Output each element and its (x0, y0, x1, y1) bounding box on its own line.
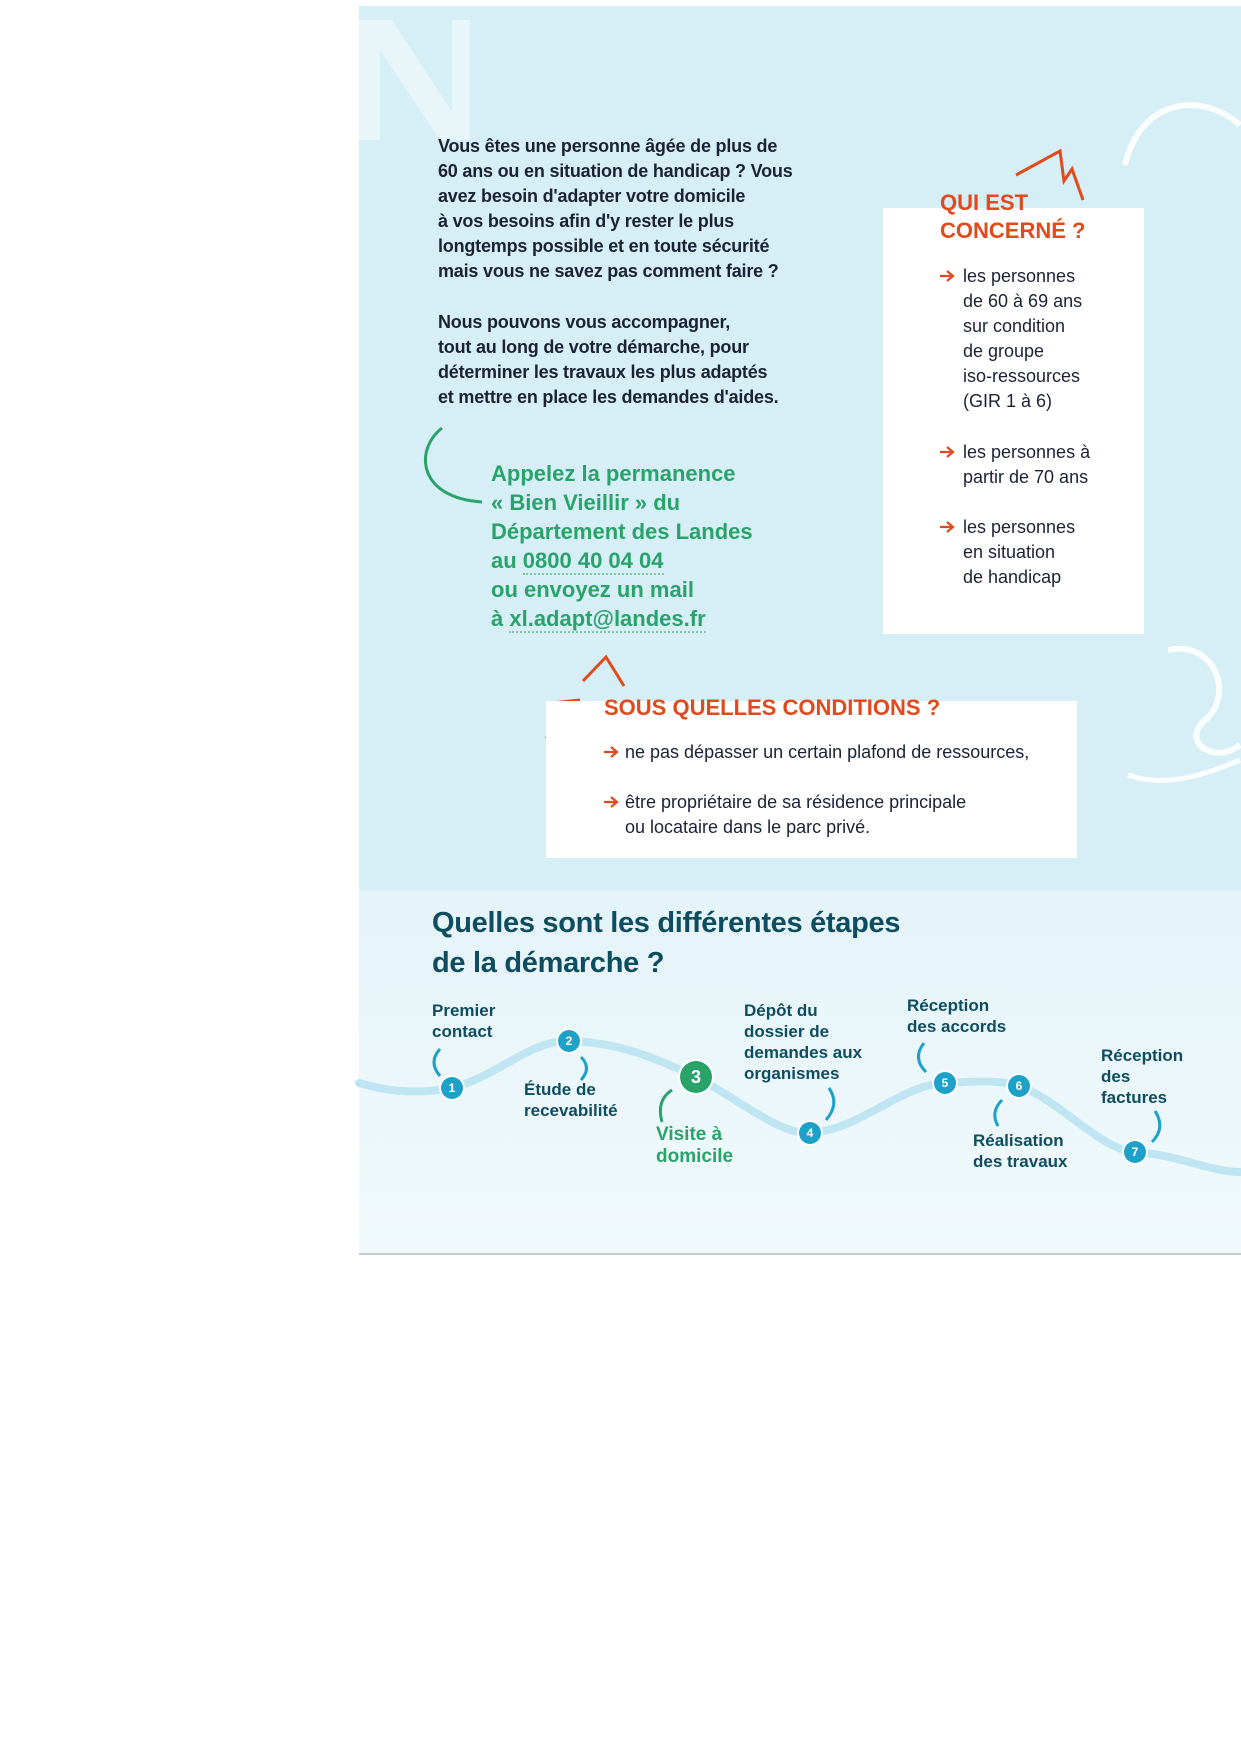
intro-line: avez besoin d'adapter votre domicile (438, 186, 746, 206)
contact-block (491, 459, 753, 633)
label-line: des (1101, 1067, 1131, 1086)
who-item-1 (963, 264, 1082, 414)
label-line: Réception (1101, 1046, 1184, 1065)
label-line: des travaux (973, 1152, 1068, 1171)
intro-line: Vous êtes une personne âgée de plus de (438, 136, 778, 156)
who-item-3 (963, 515, 1075, 590)
item-line: de handicap (963, 567, 1062, 587)
step-1-marker: 1 (441, 1077, 463, 1099)
contact-email-line (491, 604, 753, 633)
arrow-right-icon (603, 796, 619, 808)
phone-prefix: au (491, 548, 523, 573)
title-line: QUI EST (940, 190, 1029, 215)
label-line: des accords (907, 1017, 1007, 1036)
item-line: ou locataire dans le parc privé. (625, 817, 871, 837)
label-line: Visite à (656, 1124, 723, 1145)
contact-line: Département des Landes (491, 519, 753, 544)
item-line: (GIR 1 à 6) (963, 391, 1053, 411)
intro-paragraph-1 (438, 134, 793, 284)
item-line: être propriétaire de sa résidence principale (625, 792, 967, 812)
arrow-right-icon (603, 746, 619, 758)
intro-line: Nous pouvons vous accompagner, (438, 312, 731, 332)
contact-line: « Bien Vieillir » du (491, 490, 681, 515)
step-3-marker: 3 (680, 1061, 712, 1093)
intro-paragraph-2 (438, 310, 778, 410)
item-line: les personnes (963, 266, 1076, 286)
intro-line: à vos besoins afin d'y rester le plus (438, 211, 734, 231)
intro-line: longtemps possible et en toute sécurité (438, 236, 770, 256)
step-7-label (1101, 1045, 1183, 1108)
arrow-right-icon (939, 270, 955, 282)
step-4-label (744, 1000, 862, 1084)
label-line: Étude de (524, 1080, 596, 1099)
condition-item-1 (625, 740, 1029, 765)
item-line: de 60 à 69 ans (963, 291, 1083, 311)
item-line: sur condition (963, 316, 1066, 336)
label-line: demandes aux (744, 1043, 863, 1062)
item-line: les personnes (963, 517, 1076, 537)
condition-item-2 (625, 790, 966, 840)
intro-line: tout au long de votre démarche, pour (438, 337, 749, 357)
label-line: organismes (744, 1064, 840, 1083)
step-1-label (432, 1000, 495, 1042)
item-line: partir de 70 ans (963, 467, 1089, 487)
item-line: ne pas dépasser un certain plafond de ressources, (625, 742, 1030, 762)
contact-line: Appelez la permanence (491, 461, 736, 486)
title-line: CONCERNÉ ? (940, 218, 1086, 243)
intro-line: et mettre en place les demandes d'aides. (438, 387, 779, 407)
intro-line: mais vous ne savez pas comment faire ? (438, 261, 779, 281)
intro-line: déterminer les travaux les plus adaptés (438, 362, 768, 382)
step-6-label (973, 1130, 1068, 1172)
label-line: domicile (656, 1146, 734, 1167)
email-prefix: à (491, 606, 510, 631)
steps-title (432, 903, 900, 983)
conditions-title: SOUS QUELLES CONDITIONS ? (604, 695, 941, 720)
label-line: Dépôt du (744, 1001, 818, 1020)
item-line: les personnes à (963, 442, 1091, 462)
contact-phone-line (491, 546, 753, 575)
arrow-right-icon (939, 446, 955, 458)
contact-line: ou envoyez un mail (491, 577, 694, 602)
item-line: en situation (963, 542, 1056, 562)
phone-number: 0800 40 04 04 (522, 548, 664, 573)
who-item-2 (963, 440, 1090, 490)
step-2-label (524, 1079, 618, 1121)
label-line: Réalisation (973, 1131, 1064, 1150)
step-5-marker: 5 (934, 1072, 956, 1094)
step-2-marker: 2 (558, 1030, 580, 1052)
label-line: Premier (432, 1001, 496, 1020)
step-3-label (656, 1124, 733, 1168)
title-line: de la démarche ? (432, 947, 665, 979)
item-line: iso-ressources (963, 366, 1081, 386)
label-line: contact (432, 1022, 493, 1041)
label-line: factures (1101, 1088, 1168, 1107)
step-6-marker: 6 (1008, 1075, 1030, 1097)
who-concerned-title (940, 189, 1085, 245)
arrow-right-icon (939, 521, 955, 533)
step-7-marker: 7 (1124, 1141, 1146, 1163)
label-line: dossier de (744, 1022, 830, 1041)
item-line: de groupe (963, 341, 1045, 361)
step-4-marker: 4 (799, 1122, 821, 1144)
label-line: Réception (907, 996, 990, 1015)
email-address: xl.adapt@landes.fr (509, 606, 706, 631)
step-5-label (907, 995, 1006, 1037)
title-line: Quelles sont les différentes étapes (432, 907, 901, 939)
label-line: recevabilité (524, 1101, 618, 1120)
intro-line: 60 ans ou en situation de handicap ? Vous (438, 161, 793, 181)
